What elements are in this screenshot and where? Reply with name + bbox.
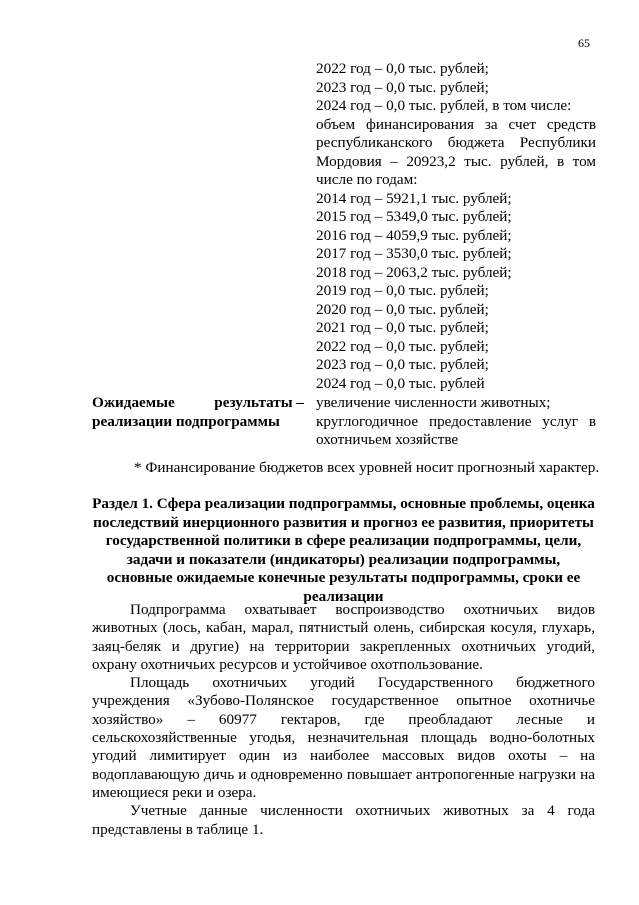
- financing-year-line: 2019 год – 0,0 тыс. рублей;: [316, 282, 489, 299]
- expected-result-item: увеличение численности животных;: [316, 394, 551, 411]
- page-number: 65: [578, 36, 590, 50]
- expected-results-label-line: реализации подпрограммы: [92, 412, 280, 430]
- section-body: [92, 601, 595, 839]
- financing-line: 2024 год – 0,0 тыс. рублей, в том числе:: [316, 97, 572, 114]
- financing-line: 2022 год – 0,0 тыс. рублей;: [316, 60, 489, 77]
- financing-year-line: 2018 год – 2063,2 тыс. рублей;: [316, 263, 512, 281]
- expected-results-label-word: Ожидаемые: [92, 394, 175, 411]
- expected-results-values: [316, 394, 596, 450]
- expected-results-label-word: результаты –: [214, 394, 304, 411]
- expected-result-item: круглогодичное предоставление услуг в охотничьем хозяйстве: [316, 412, 596, 448]
- body-paragraph: Учетные данные численности охотничьих животных за 4 года представлены в таблице 1.: [92, 802, 595, 838]
- financing-line: 2023 год – 0,0 тыс. рублей;: [316, 78, 489, 96]
- financing-block: [316, 60, 596, 393]
- financing-year-line: 2015 год – 5349,0 тыс. рублей;: [316, 208, 512, 225]
- republic-budget-paragraph: объем финансирования за счет средств республиканского бюджета Республики Мордовия – 20923,2 тыс. рублей, в том числе по годам:: [316, 115, 596, 188]
- financing-year-line: 2022 год – 0,0 тыс. рублей;: [316, 337, 489, 355]
- body-paragraph: Площадь охотничьих угодий Государственного бюджетного учреждения «Зубово-Полянское государственное опытное охотничье хозяйство» – 60977 гектаров, где преобладают лесные и сельскохозяйственные угодья, незначительная площадь водно-болотных угодий лимитирует один из наиболее массовых видов охоты – на водоплавающую дичь и одновременно повышает антропогенные нагрузки на имеющиеся реки и озера.: [92, 674, 595, 801]
- financing-year-line: 2020 год – 0,0 тыс. рублей;: [316, 300, 489, 318]
- financing-year-line: 2021 год – 0,0 тыс. рублей;: [316, 319, 489, 336]
- financing-footnote: * Финансирование бюджетов всех уровней носит прогнозный характер.: [134, 459, 600, 476]
- financing-year-line: 2017 год – 3530,0 тыс. рублей;: [316, 245, 512, 262]
- expected-results-label: [92, 394, 304, 431]
- financing-year-line: 2016 год – 4059,9 тыс. рублей;: [316, 226, 512, 244]
- financing-year-line: 2023 год – 0,0 тыс. рублей;: [316, 356, 489, 373]
- financing-year-line: 2024 год – 0,0 тыс. рублей: [316, 374, 485, 392]
- body-paragraph: Подпрограмма охватывает воспроизводство охотничьих видов животных (лось, кабан, марал, пятнистый олень, сибирская косуля, глухарь, заяц-беляк и другие) на территории закрепленных охотничьих угодий, охрану охотничьих ресурсов и устойчивое охотпользование.: [92, 601, 595, 673]
- financing-year-line: 2014 год – 5921,1 тыс. рублей;: [316, 189, 512, 207]
- section-heading: Раздел 1. Сфера реализации подпрограммы, основные проблемы, оценка последствий инерционного развития и прогноз ее развития, приоритеты государственной политики в сфере реализации подпрограммы, цели, задачи и показатели (индикаторы) реализации подпрограммы, основные ожидаемые конечные результаты подпрограммы, сроки ее реализации: [92, 495, 595, 605]
